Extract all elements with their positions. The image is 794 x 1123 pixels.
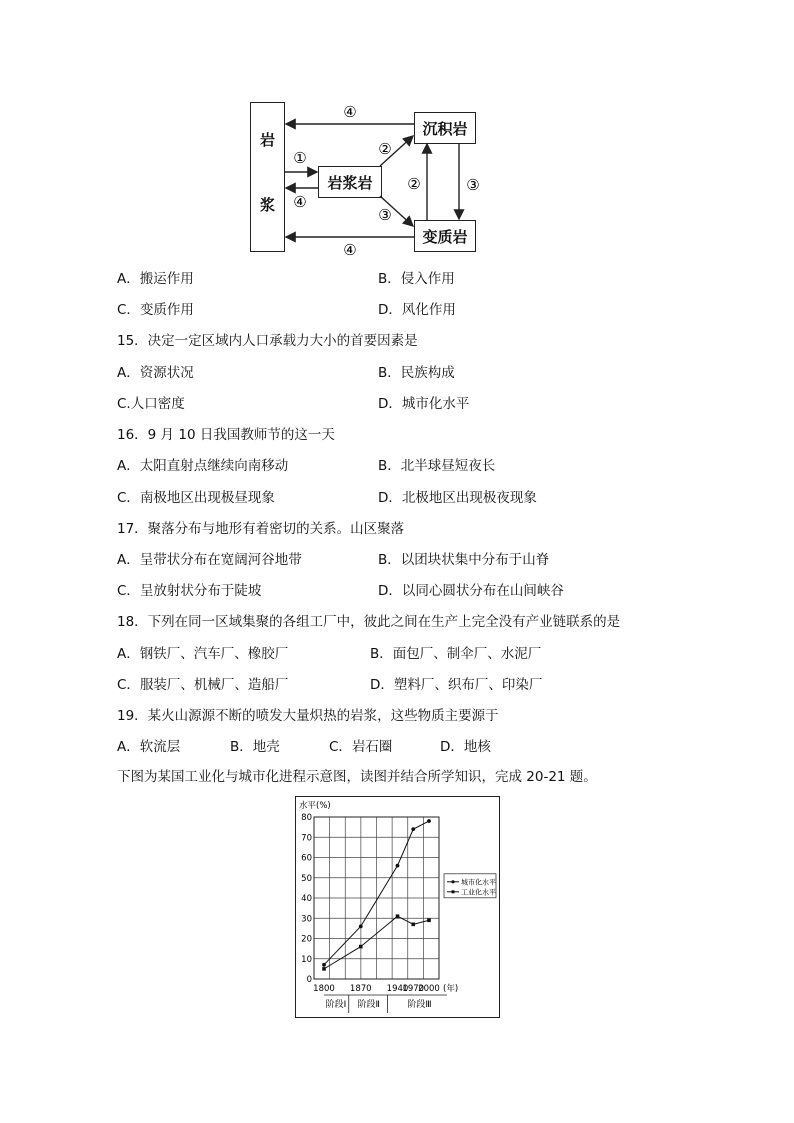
metamorphic-rock-label: 变质岩 [422,227,468,246]
magma-label-1: 岩 [259,131,275,149]
data-point [411,827,415,831]
y-tick-label: 40 [301,894,312,904]
option-key: D． [378,396,402,412]
legend-marker [451,880,454,883]
q14-option-c[interactable] [117,302,194,318]
y-tick-label: 80 [301,813,312,823]
data-point [427,819,431,823]
option-key: B． [378,552,401,568]
option-key: B． [378,458,401,474]
option-text: 地壳 [252,739,280,755]
option-key: D． [378,302,402,318]
x-axis-unit: (年) [443,984,459,994]
x-tick-label: 2000 [418,984,440,994]
q16-option-a[interactable] [117,458,288,474]
option-key: B． [230,739,253,755]
option-text: 面包厂、制伞厂、水泥厂 [392,646,542,662]
q19-option-c[interactable] [329,739,392,755]
option-key: D． [440,739,464,755]
q18-option-b[interactable] [370,646,541,662]
label-1: ① [293,149,307,167]
option-key: A． [117,458,140,474]
q19-option-d[interactable] [440,739,491,755]
option-key: D． [378,583,402,599]
y-tick-label: 20 [301,934,312,945]
x-tick-label: 1800 [313,984,335,994]
option-key: C． [117,302,140,318]
legend-marker [452,890,455,893]
option-text: 钢铁厂、汽车厂、橡胶厂 [139,646,289,662]
stage-label: 阶段Ⅰ [325,1000,347,1010]
option-text: 城市化水平 [401,396,470,412]
q17-option-d[interactable] [378,583,564,599]
option-text: 塑料厂、织布厂、印染厂 [393,677,543,693]
intro-20-21: 下图为某国工业化与城市化进程示意图，读图并结合所学知识，完成 20-21 题。 [117,769,597,785]
option-key: A． [117,365,140,381]
q14-option-a[interactable] [117,271,194,287]
q16-option-d[interactable] [378,490,537,506]
option-text: 太阳直射点继续向南移动 [139,458,289,474]
option-key: B． [378,365,401,381]
option-key: A． [117,552,140,568]
q17-option-a[interactable] [117,552,302,568]
rock-cycle-diagram [240,92,480,260]
q16-option-b[interactable] [378,458,495,474]
y-tick-label: 70 [301,833,312,844]
q18-stem: 18．下列在同一区域集聚的各组工厂中，彼此之间在生产上完全没有产业链联系的是 [117,614,621,630]
label-2-diag: ② [378,140,392,158]
y-tick-label: 60 [301,853,312,864]
data-point [322,963,326,967]
y-tick-label: 0 [306,975,312,985]
option-key: D． [370,677,394,693]
q14-option-b[interactable] [378,271,455,287]
option-text: 北极地区出现极夜现象 [401,490,537,506]
option-key: A． [117,271,140,287]
q18-option-c[interactable] [117,677,288,693]
igneous-rock-label: 岩浆岩 [327,173,373,192]
option-text: 北半球昼短夜长 [400,458,496,474]
option-text: 呈放射状分布于陡坡 [139,583,262,599]
x-tick-label: 1970 [402,984,425,994]
option-text: 风化作用 [401,302,456,318]
label-4-top: ④ [343,103,357,121]
q17-stem: 17．聚落分布与地形有着密切的关系。山区聚落 [117,521,405,537]
q15-option-c[interactable] [117,396,185,412]
label-4-bottom: ④ [343,241,357,259]
legend-label: 工业化水平 [461,888,496,897]
option-text: 地核 [463,739,491,755]
option-text: 服装厂、机械厂、造船厂 [139,677,289,693]
option-text: 侵入作用 [400,271,455,287]
option-text: 人口密度 [130,396,185,412]
option-key: C． [117,490,140,506]
label-4-mid: ④ [293,193,307,211]
data-point [411,923,415,927]
q19-option-a[interactable] [117,739,180,755]
option-text: 以团块状集中分布于山脊 [400,552,550,568]
option-text: 搬运作用 [139,271,194,287]
option-text: 岩石圈 [351,739,393,755]
data-point [427,918,431,922]
option-text: 资源状况 [139,365,194,381]
industrialization-chart [295,796,500,1018]
q15-option-b[interactable] [378,365,455,381]
option-key: A． [117,739,140,755]
option-key: B． [370,646,393,662]
q15-stem: 15．决定一定区域内人口承载力大小的首要因素是 [117,333,418,349]
q16-option-c[interactable] [117,490,275,506]
option-text: 呈带状分布在宽阔河谷地带 [139,552,302,568]
q16-stem: 16．9 月 10 日我国教师节的这一天 [117,427,335,443]
sedimentary-rock-label: 沉积岩 [422,119,468,138]
q17-option-b[interactable] [378,552,549,568]
q19-stem: 19．某火山源源不断的喷发大量炽热的岩浆，这些物质主要源于 [117,708,499,724]
q19-option-b[interactable] [230,739,280,755]
q15-option-a[interactable] [117,365,194,381]
option-text: 软流层 [139,739,181,755]
option-key: C． [117,677,140,693]
option-key: D． [378,490,402,506]
data-point [359,924,363,928]
label-3-diag: ③ [378,206,392,224]
label-2-vert: ② [407,175,421,193]
data-point [359,945,363,949]
q14-option-d[interactable] [378,302,456,318]
q18-option-a[interactable] [117,646,288,662]
stage-label: 阶段Ⅲ [407,1000,432,1010]
option-key: A． [117,646,140,662]
q18-option-d[interactable] [370,677,542,693]
option-text: 以同心圆状分布在山间峡谷 [401,583,564,599]
y-tick-label: 50 [301,873,312,884]
rock-cycle-arrows [240,92,480,260]
stage-label: 阶段Ⅱ [357,1000,380,1010]
label-3-vert: ③ [466,176,480,194]
chart-svg [296,797,499,1017]
legend-label: 城市化水平 [461,878,496,887]
option-text: 民族构成 [400,365,455,381]
q15-option-d[interactable] [378,396,469,412]
option-key: B． [378,271,401,287]
q17-option-c[interactable] [117,583,261,599]
data-point [396,864,400,868]
magma-label-2: 浆 [259,196,275,214]
option-text: 南极地区出现极昼现象 [139,490,275,506]
y-tick-label: 30 [301,914,312,925]
x-tick-label: 1870 [349,984,372,994]
option-key: C． [117,583,140,599]
data-point [322,967,326,971]
data-point [396,914,400,918]
y-axis-label: 水平(%) [299,801,331,811]
x-tick-label: 1940 [386,984,409,994]
option-text: 变质作用 [139,302,194,318]
option-key: C. [117,396,131,412]
option-key: C． [329,739,352,755]
y-tick-label: 10 [301,954,312,965]
